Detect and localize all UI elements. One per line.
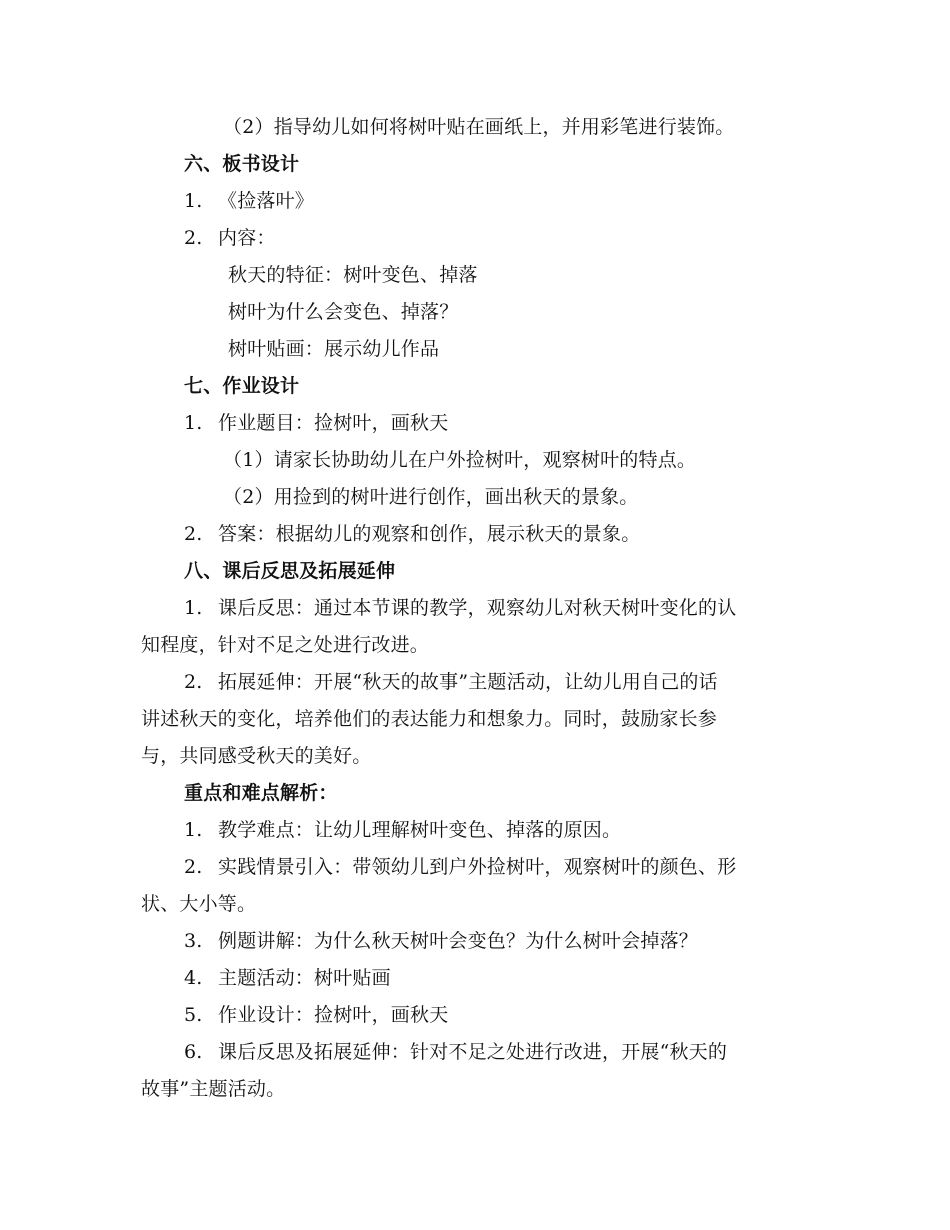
list-text: 作业设计：捡树叶，画秋天 <box>218 1004 449 1026</box>
list-number: 2. <box>184 671 203 693</box>
list-text: 拓展延伸：开展“秋天的故事”主题活动，让幼儿用自己的话 <box>218 671 718 693</box>
body-text-line: 讲述秋天的变化，培养他们的表达能力和想象力。同时，鼓励家长参 <box>141 708 718 730</box>
list-item <box>184 670 718 694</box>
list-text: 答案：根据幼儿的观察和创作，展示秋天的景象。 <box>218 523 641 545</box>
list-item <box>184 1040 727 1064</box>
list-number: 3. <box>184 930 203 952</box>
body-text-line: （2）用捡到的树叶进行创作，画出秋天的景象。 <box>223 486 639 508</box>
section-heading-9: 重点和难点解析： <box>184 782 338 804</box>
body-text-line: 状、大小等。 <box>141 893 257 915</box>
list-text: 作业题目：捡树叶，画秋天 <box>218 412 449 434</box>
list-text: 课后反思：通过本节课的教学，观察幼儿对秋天树叶变化的认 <box>218 597 737 619</box>
list-text: 课后反思及拓展延伸：针对不足之处进行改进，开展“秋天的 <box>218 1041 728 1063</box>
list-number: 2. <box>184 227 203 249</box>
body-text-line: 知程度，针对不足之处进行改进。 <box>141 634 430 656</box>
list-text: 教学难点：让幼儿理解树叶变色、掉落的原因。 <box>218 819 622 841</box>
list-number: 4. <box>184 967 203 989</box>
list-text: 例题讲解：为什么秋天树叶会变色？为什么树叶会掉落？ <box>218 930 699 952</box>
body-text-line: （2）指导幼儿如何将树叶贴在画纸上，并用彩笔进行装饰。 <box>223 116 735 138</box>
section-heading-7: 七、作业设计 <box>184 375 300 397</box>
section-heading-8: 八、课后反思及拓展延伸 <box>184 560 396 582</box>
list-number: 2. <box>184 856 203 878</box>
body-text-line: 秋天的特征：树叶变色、掉落 <box>228 264 478 286</box>
list-number: 1. <box>184 190 203 212</box>
list-item <box>184 596 736 620</box>
body-text-line: 故事”主题活动。 <box>141 1078 286 1100</box>
list-item <box>184 522 640 546</box>
list-number: 1. <box>184 597 203 619</box>
list-number: 2. <box>184 523 203 545</box>
list-text: 内容： <box>218 227 276 249</box>
list-item <box>184 1003 448 1027</box>
list-item <box>184 226 276 250</box>
list-text: 实践情景引入：带领幼儿到户外捡树叶，观察树叶的颜色、形 <box>218 856 737 878</box>
list-item <box>184 411 448 435</box>
body-text-line: （1）请家长协助幼儿在户外捡树叶，观察树叶的特点。 <box>223 449 697 471</box>
list-item <box>184 966 391 990</box>
list-number: 1. <box>184 819 203 841</box>
list-number: 1. <box>184 412 203 434</box>
body-text-line: 树叶为什么会变色、掉落？ <box>228 301 459 323</box>
list-text: 《捡落叶》 <box>218 190 315 212</box>
section-heading-6: 六、板书设计 <box>184 153 300 175</box>
body-text-line: 树叶贴画：展示幼儿作品 <box>228 338 440 360</box>
list-number: 5. <box>184 1004 203 1026</box>
list-item <box>184 189 314 213</box>
list-item <box>184 855 736 879</box>
body-text-line: 与，共同感受秋天的美好。 <box>141 745 372 767</box>
list-text: 主题活动：树叶贴画 <box>218 967 391 989</box>
list-number: 6. <box>184 1041 203 1063</box>
list-item <box>184 929 698 953</box>
list-item <box>184 818 621 842</box>
